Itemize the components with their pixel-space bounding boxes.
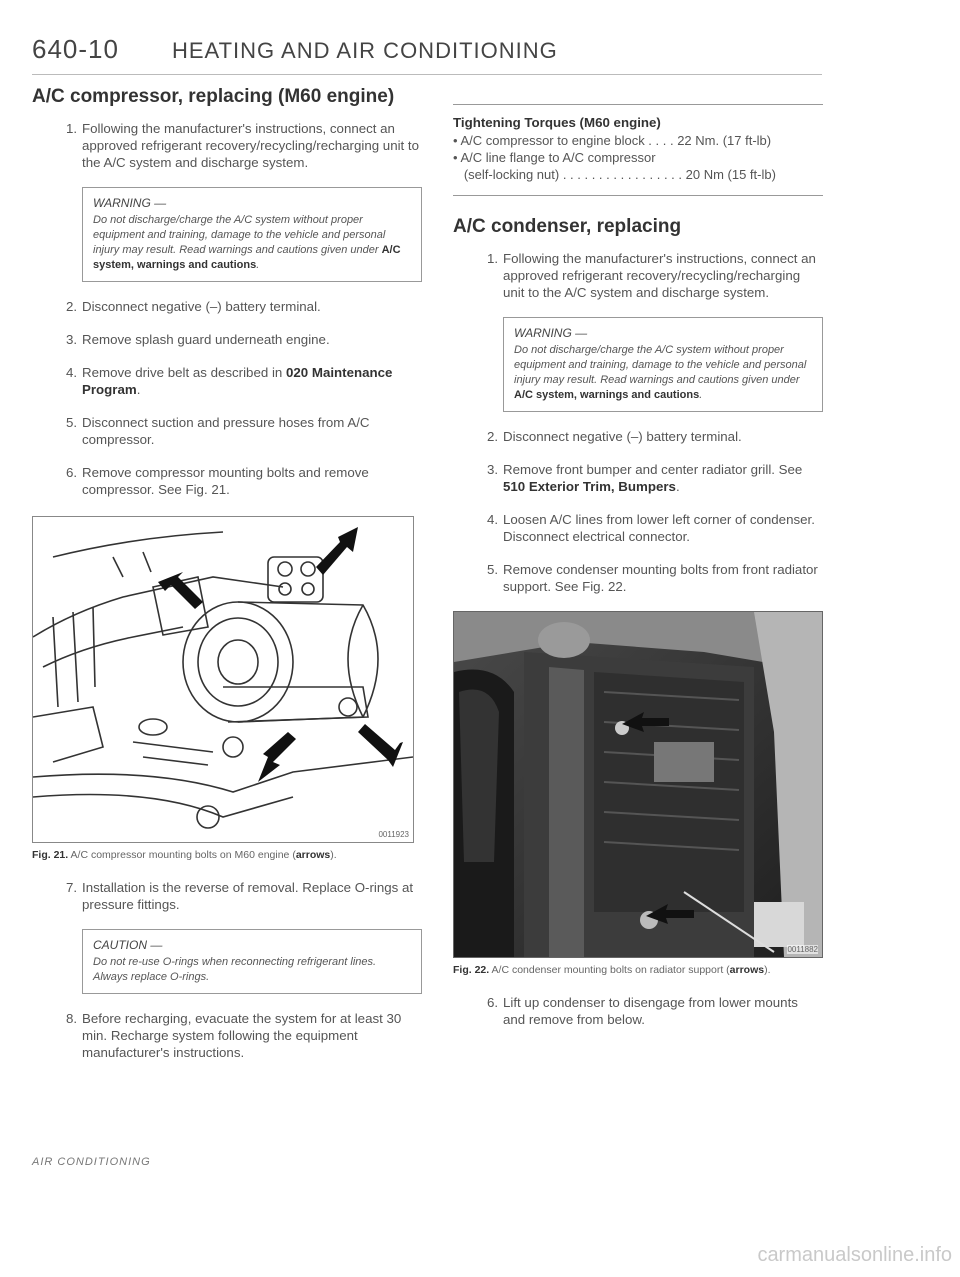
step: 7. Installation is the reverse of removal. Replace O-rings at pressure fittings.: [66, 880, 414, 912]
figure-id: 0011923: [378, 830, 409, 839]
cross-reference: 510 Exterior Trim, Bumpers: [503, 479, 676, 494]
left-column: [32, 86, 422, 1077]
page-title: HEATING AND AIR CONDITIONING: [172, 38, 558, 63]
page-header: [32, 30, 822, 75]
step: 1. Following the manufacturer's instructions, connect an approved refrigerant recovery/recycling/recharging unit to the A/C system and discharge system.: [487, 251, 816, 300]
warning-text: Do not discharge/charge the A/C system without proper equipment and training, damage to the vehicle and personal injury may result. Read warnings and cautions given under A/C system, warnings and cautions.: [514, 344, 807, 401]
step: 5. Disconnect suction and pressure hoses from A/C compressor.: [66, 415, 370, 447]
compressor-steps-end: [32, 1010, 422, 1061]
step: 6. Lift up condenser to disengage from lower mounts and remove from below.: [487, 995, 798, 1027]
condenser-steps: [453, 250, 823, 301]
page-number: 640-10: [32, 34, 119, 64]
condenser-steps-final: [453, 994, 823, 1028]
caution-box: [82, 929, 422, 994]
step: 4. Loosen A/C lines from lower left corner of condenser. Disconnect electrical connector.: [487, 512, 815, 544]
step: 1. Following the manufacturer's instructions, connect an approved refrigerant recovery/recycling/recharging unit to the A/C system and discharge system.: [66, 121, 420, 170]
footer-watermark: carmanualsonline.info: [757, 1244, 952, 1266]
figure-21-caption: Fig. 21. A/C compressor mounting bolts on M60 engine (arrows).: [32, 849, 337, 861]
warning-title: WARNING —: [93, 196, 167, 210]
section-heading-compressor: A/C compressor, replacing (M60 engine): [32, 86, 395, 107]
compressor-line-drawing: [33, 517, 413, 842]
torque-title: Tightening Torques (M60 engine): [453, 115, 661, 130]
right-column: [453, 104, 823, 1044]
warning-text: Do not discharge/charge the A/C system without proper equipment and training, damage to the vehicle and personal injury may result. Read warnings and cautions given under A/C system, warnings and cautions.: [93, 214, 401, 271]
figure-id: 0011882: [787, 945, 818, 954]
caution-text: Do not re-use O-rings when reconnecting refrigerant lines. Always replace O-rings.: [93, 956, 377, 983]
step: 8. Before recharging, evacuate the system for at least 30 min. Recharge system following the equipment manufacturer's instructions.: [66, 1011, 402, 1060]
cross-reference: A/C system, warnings and cautions: [514, 389, 700, 401]
step: 3. Remove front bumper and center radiator grill. See 510 Exterior Trim, Bumpers.: [487, 462, 803, 494]
footer-section-label: AIR CONDITIONING: [32, 1156, 151, 1168]
step: 4. Remove drive belt as described in 020 Maintenance Program.: [66, 365, 393, 397]
warning-box: [503, 317, 823, 412]
compressor-steps-cont: [32, 298, 422, 498]
warning-box: [82, 187, 422, 282]
torque-line: • A/C compressor to engine block . . . . 22 Nm. (17 ft-lb): [453, 133, 772, 148]
step: 5. Remove condenser mounting bolts from front radiator support. See Fig. 22.: [487, 562, 818, 594]
torque-line: (self-locking nut) . . . . . . . . . . . . . . . . . 20 Nm (15 ft-lb): [453, 167, 776, 182]
compressor-steps: [32, 120, 422, 171]
section-heading-condenser: A/C condenser, replacing: [453, 216, 682, 237]
caution-title: CAUTION —: [93, 938, 163, 952]
step: 2. Disconnect negative (–) battery terminal.: [66, 299, 321, 314]
step: 3. Remove splash guard underneath engine.: [66, 332, 330, 347]
cross-reference: 020 Maintenance Program: [82, 365, 393, 397]
torque-specs: [453, 104, 823, 196]
step: 2. Disconnect negative (–) battery terminal.: [487, 429, 742, 444]
figure-22-condenser-photo: [453, 611, 823, 958]
figure-22-caption: Fig. 22. A/C condenser mounting bolts on radiator support (arrows).: [453, 964, 771, 976]
condenser-photo-rendering: [454, 612, 822, 957]
warning-title: WARNING —: [514, 326, 588, 340]
torque-line: • A/C line flange to A/C compressor: [453, 150, 656, 165]
cross-reference: A/C system, warnings and cautions: [93, 244, 401, 271]
condenser-steps-cont: [453, 428, 823, 595]
compressor-steps-final: [32, 879, 422, 913]
step: 6. Remove compressor mounting bolts and remove compressor. See Fig. 21.: [66, 465, 369, 497]
figure-21-compressor-drawing: [32, 516, 414, 843]
